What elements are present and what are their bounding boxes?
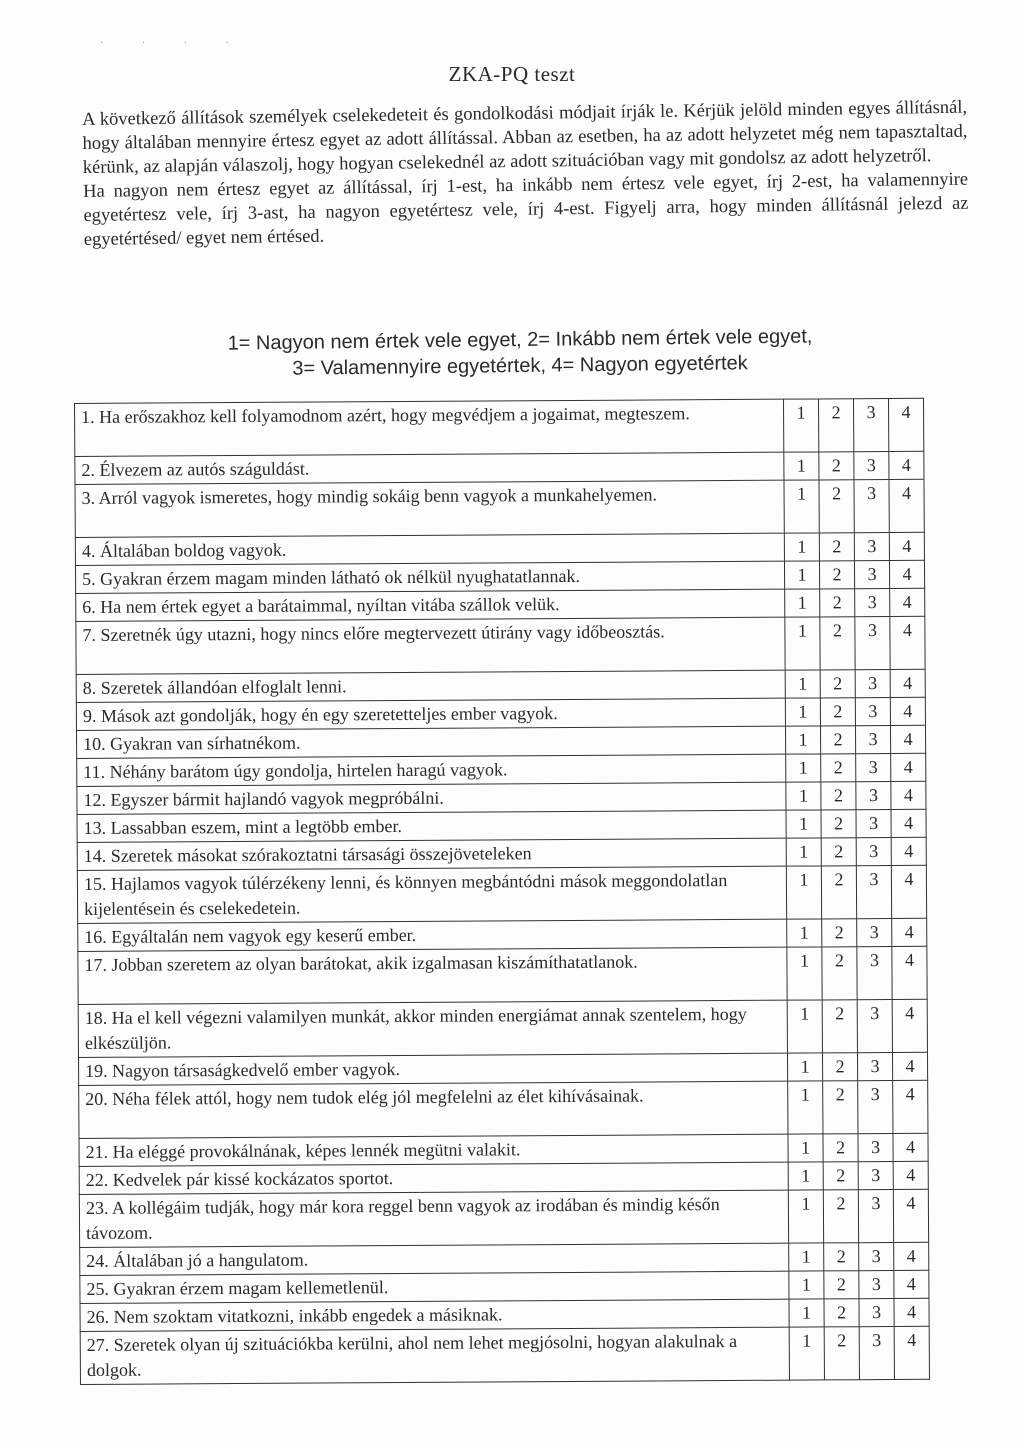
rating-option-4[interactable]: 4 (889, 479, 924, 532)
statement-text: 1. Ha erőszakhoz kell folyamodnom azért, hogy megvédjem a jogaimat, megteszem. (75, 399, 784, 456)
rating-option-3[interactable]: 3 (855, 589, 890, 617)
rating-option-4[interactable]: 4 (891, 753, 926, 781)
rating-option-4[interactable]: 4 (892, 999, 927, 1052)
rating-option-1[interactable]: 1 (785, 617, 820, 670)
rating-option-4[interactable]: 4 (891, 809, 926, 837)
rating-option-2[interactable]: 2 (819, 561, 854, 589)
rating-option-1[interactable]: 1 (784, 480, 819, 533)
rating-option-2[interactable]: 2 (821, 754, 856, 782)
statement-text: 18. Ha el kell végezni valamilyen munkát, akkor minden energiámat annak szentelem, hogy elkészüljön. (78, 1000, 787, 1057)
rating-option-1[interactable]: 1 (789, 1299, 824, 1327)
rating-option-1[interactable]: 1 (788, 1134, 823, 1162)
rating-option-1[interactable]: 1 (784, 533, 819, 561)
statement-text: 13. Lassabban eszem, mint a legtöbb ember. (77, 810, 786, 842)
rating-scale-line-1: 1= Nagyon nem értek vele egyet, 2= Inkább nem értek vele egyet, (227, 325, 813, 355)
questionnaire-row (79, 1189, 928, 1247)
questionnaire-row (77, 865, 926, 923)
rating-option-4[interactable]: 4 (892, 1052, 927, 1080)
rating-option-3[interactable]: 3 (857, 1000, 892, 1053)
rating-option-4[interactable]: 4 (893, 1133, 928, 1161)
rating-option-2[interactable]: 2 (818, 399, 853, 452)
statement-text: 20. Néha félek attól, hogy nem tudok elég jól megfelelni az élet kihívásainak. (79, 1081, 788, 1138)
rating-option-3[interactable]: 3 (855, 617, 890, 670)
rating-option-4[interactable]: 4 (894, 1326, 929, 1379)
rating-option-2[interactable]: 2 (824, 1271, 859, 1299)
rating-option-4[interactable]: 4 (894, 1298, 929, 1326)
rating-option-4[interactable]: 4 (892, 946, 927, 999)
rating-option-1[interactable]: 1 (785, 726, 820, 754)
rating-option-1[interactable]: 1 (784, 561, 819, 589)
rating-option-1[interactable]: 1 (788, 1190, 823, 1243)
statement-text: 5. Gyakran érzem magam minden látható ok nélkül nyughatatlannak. (75, 561, 784, 593)
rating-option-2[interactable]: 2 (824, 1327, 859, 1380)
rating-option-3[interactable]: 3 (854, 480, 889, 533)
statement-text: 19. Nagyon társaságkedvelő ember vagyok. (78, 1053, 787, 1085)
rating-option-4[interactable]: 4 (890, 669, 925, 697)
rating-option-3[interactable]: 3 (859, 1243, 894, 1271)
statement-text: 15. Hajlamos vagyok túlérzékeny lenni, és könnyen megbántódni mások meggondolatlan kijelentésein és cselekedetein. (77, 866, 786, 923)
rating-option-3[interactable]: 3 (859, 1327, 894, 1380)
rating-option-3[interactable]: 3 (858, 1162, 893, 1190)
statement-text: 24. Általában jó a hangulatom. (80, 1243, 789, 1275)
rating-option-1[interactable]: 1 (787, 947, 822, 1000)
rating-option-2[interactable]: 2 (820, 670, 855, 698)
rating-option-2[interactable]: 2 (821, 810, 856, 838)
statement-text: 4. Általában boldog vagyok. (75, 533, 784, 565)
rating-option-1[interactable]: 1 (789, 1271, 824, 1299)
statement-text: 9. Mások azt gondolják, hogy én egy szeretetteljes ember vagyok. (76, 698, 785, 730)
rating-option-4[interactable]: 4 (894, 1270, 929, 1298)
rating-option-2[interactable]: 2 (819, 533, 854, 561)
statement-text: 25. Gyakran érzem magam kellemetlenül. (80, 1271, 789, 1303)
rating-option-4[interactable]: 4 (891, 781, 926, 809)
rating-option-4[interactable]: 4 (890, 725, 925, 753)
rating-option-2[interactable]: 2 (821, 782, 856, 810)
statement-text: 10. Gyakran van sírhatnékom. (77, 726, 786, 758)
rating-option-4[interactable]: 4 (889, 532, 924, 560)
rating-option-3[interactable]: 3 (855, 698, 890, 726)
rating-option-2[interactable]: 2 (820, 589, 855, 617)
rating-option-4[interactable]: 4 (889, 451, 924, 479)
page-title: ZKA-PQ teszt (448, 62, 576, 86)
statement-text: 22. Kedvelek pár kissé kockázatos sportot. (79, 1162, 788, 1194)
rating-option-4[interactable]: 4 (888, 398, 923, 451)
statement-text: 7. Szeretnék úgy utazni, hogy nincs előre megtervezett útirány vagy időbeosztás. (76, 617, 785, 674)
rating-option-3[interactable]: 3 (858, 1134, 893, 1162)
rating-option-3[interactable]: 3 (856, 782, 891, 810)
rating-option-3[interactable]: 3 (855, 670, 890, 698)
rating-option-1[interactable]: 1 (786, 810, 821, 838)
rating-option-2[interactable]: 2 (823, 1081, 858, 1134)
rating-option-2[interactable]: 2 (824, 1299, 859, 1327)
statement-text: 12. Egyszer bármit hajlandó vagyok megpróbálni. (77, 782, 786, 814)
instructions (82, 96, 969, 252)
questionnaire-row (80, 1326, 929, 1384)
rating-option-2[interactable]: 2 (819, 480, 854, 533)
rating-option-3[interactable]: 3 (856, 810, 891, 838)
rating-option-3[interactable]: 3 (857, 919, 892, 947)
rating-option-2[interactable]: 2 (820, 617, 855, 670)
statement-text: 11. Néhány barátom úgy gondolja, hirtelen haragú vagyok. (77, 754, 786, 786)
statement-text: 14. Szeretek másokat szórakoztatni társasági összejöveteleken (77, 838, 786, 870)
rating-option-4[interactable]: 4 (893, 1161, 928, 1189)
rating-option-4[interactable]: 4 (890, 697, 925, 725)
rating-option-3[interactable]: 3 (859, 1271, 894, 1299)
rating-option-1[interactable]: 1 (787, 1053, 822, 1081)
rating-option-4[interactable]: 4 (892, 918, 927, 946)
rating-option-3[interactable]: 3 (856, 866, 891, 919)
rating-option-2[interactable]: 2 (822, 919, 857, 947)
rating-option-3[interactable]: 3 (854, 561, 889, 589)
questionnaire-row (75, 398, 924, 456)
rating-option-3[interactable]: 3 (856, 838, 891, 866)
scan-specks: · · · · (100, 38, 247, 49)
rating-option-3[interactable]: 3 (857, 947, 892, 1000)
rating-option-1[interactable]: 1 (786, 838, 821, 866)
statement-text: 23. A kollégáim tudják, hogy már kora reggel benn vagyok az irodában és mindig későn távozom. (79, 1190, 788, 1247)
rating-option-1[interactable]: 1 (787, 919, 822, 947)
statement-text: 27. Szeretek olyan új szituációkba kerülni, ahol nem lehet megjósolni, hogyan alakulnak a dolgok. (80, 1327, 789, 1384)
rating-option-2[interactable]: 2 (821, 866, 856, 919)
rating-option-3[interactable]: 3 (857, 1053, 892, 1081)
rating-option-4[interactable]: 4 (890, 588, 925, 616)
rating-option-2[interactable]: 2 (822, 1053, 857, 1081)
rating-option-2[interactable]: 2 (823, 1162, 858, 1190)
rating-option-3[interactable]: 3 (854, 533, 889, 561)
rating-option-4[interactable]: 4 (891, 865, 926, 918)
statement-text: 6. Ha nem értek egyet a barátaimmal, nyíltan vitába szállok velük. (76, 589, 785, 621)
statement-text: 16. Egyáltalán nem vagyok egy keserű ember. (78, 919, 787, 951)
rating-option-4[interactable]: 4 (891, 837, 926, 865)
questionnaire-table (74, 398, 917, 1385)
questionnaire-row (78, 999, 927, 1057)
rating-option-4[interactable]: 4 (894, 1242, 929, 1270)
rating-option-1[interactable]: 1 (788, 1162, 823, 1190)
questionnaire-row (76, 616, 925, 674)
rating-scale-line-2: 3= Valamennyire egyetértek, 4= Nagyon egyetértek (292, 352, 748, 380)
rating-option-4[interactable]: 4 (889, 560, 924, 588)
rating-option-1[interactable]: 1 (783, 399, 818, 452)
rating-option-3[interactable]: 3 (854, 452, 889, 480)
rating-option-1[interactable]: 1 (786, 866, 821, 919)
rating-option-2[interactable]: 2 (823, 1190, 858, 1243)
rating-option-4[interactable]: 4 (893, 1080, 928, 1133)
rating-option-1[interactable]: 1 (785, 670, 820, 698)
rating-option-2[interactable]: 2 (822, 1000, 857, 1053)
rating-option-2[interactable]: 2 (821, 838, 856, 866)
rating-option-2[interactable]: 2 (819, 452, 854, 480)
rating-option-1[interactable]: 1 (784, 452, 819, 480)
questionnaire-row (78, 946, 927, 1004)
rating-option-2[interactable]: 2 (820, 726, 855, 754)
rating-option-1[interactable]: 1 (786, 754, 821, 782)
rating-option-1[interactable]: 1 (786, 782, 821, 810)
rating-option-1[interactable]: 1 (785, 589, 820, 617)
rating-option-3[interactable]: 3 (856, 754, 891, 782)
questionnaire-row (79, 1080, 928, 1138)
instructions-paragraph-2: Ha nagyon nem értesz egyet az állítással, írj 1-est, ha inkább nem értesz vele egyet, írj 2-est, ha valamennyire egyetértesz vele, írj 3-ast, ha nagyon egyetértesz vele, írj 4-est. Figyelj arra, hogy minden állításnál jelezd az egyetértésed/ egyet nem értésed. (83, 169, 969, 250)
rating-option-2[interactable]: 2 (824, 1243, 859, 1271)
rating-option-4[interactable]: 4 (893, 1189, 928, 1242)
statement-text: 17. Jobban szeretem az olyan barátokat, akik izgalmasan kiszámíthatatlanok. (78, 947, 787, 1004)
rating-option-2[interactable]: 2 (822, 947, 857, 1000)
questionnaire-row (75, 479, 924, 537)
statement-text: 21. Ha eléggé provokálnának, képes lennék megütni valakit. (79, 1134, 788, 1166)
rating-option-1[interactable]: 1 (787, 1000, 822, 1053)
rating-option-1[interactable]: 1 (789, 1327, 824, 1380)
statement-text: 8. Szeretek állandóan elfoglalt lenni. (76, 670, 785, 702)
rating-option-1[interactable]: 1 (788, 1081, 823, 1134)
statement-text: 3. Arról vagyok ismeretes, hogy mindig sokáig benn vagyok a munkahelyemen. (75, 480, 784, 537)
rating-option-2[interactable]: 2 (823, 1134, 858, 1162)
rating-option-4[interactable]: 4 (890, 616, 925, 669)
instructions-paragraph-1: A következő állítások személyek cselekedeteit és gondolkodási módjait írják le. Kérjük jelöld minden egyes állításnál, hogy általában mennyire értesz egyet az adott állítással. Abban az esetben, ha az adott helyzetet még nem tapasztaltad, kérünk, az alapján válaszolj, hogy hogyan cselekednél az adott szituációban vagy mit gondolsz az adott helyzetről. (82, 97, 968, 178)
rating-option-3[interactable]: 3 (853, 399, 888, 452)
rating-option-3[interactable]: 3 (858, 1190, 893, 1243)
rating-option-1[interactable]: 1 (789, 1243, 824, 1271)
statement-text: 2. Élvezem az autós száguldást. (75, 452, 784, 484)
rating-option-3[interactable]: 3 (858, 1081, 893, 1134)
rating-option-3[interactable]: 3 (855, 726, 890, 754)
rating-option-1[interactable]: 1 (785, 698, 820, 726)
statement-text: 26. Nem szoktam vitatkozni, inkább engedek a másiknak. (80, 1299, 789, 1331)
rating-option-2[interactable]: 2 (820, 698, 855, 726)
rating-option-3[interactable]: 3 (859, 1299, 894, 1327)
